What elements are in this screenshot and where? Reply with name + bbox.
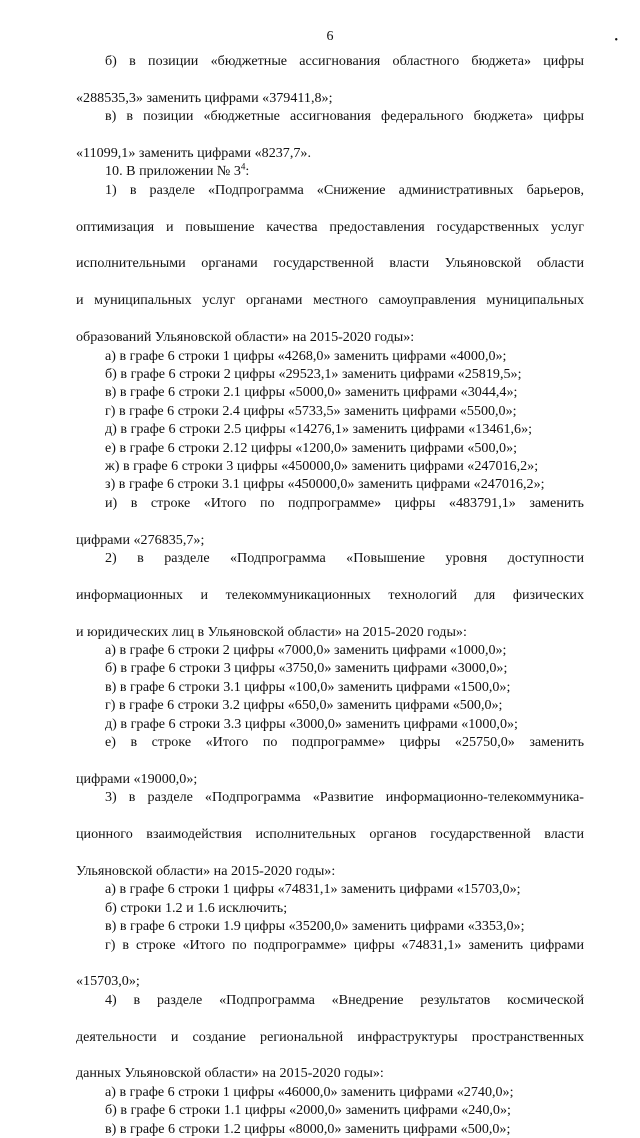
text-line-content: и) в строке «Итого по подпрограмме» цифры «483791,1» заменить	[105, 494, 584, 511]
text-line	[76, 144, 584, 162]
text-line-content: в) в графе 6 строки 1.2 цифры «8000,0» заменить цифрами «500,0»;	[105, 1120, 511, 1137]
text-line	[76, 733, 584, 770]
text-line	[76, 89, 584, 107]
text-line-content: в) в графе 6 строки 2.1 цифры «5000,0» заменить цифрами «3044,4»;	[105, 384, 518, 401]
text-line-content: а) в графе 6 строки 1 цифры «46000,0» заменить цифрами «2740,0»;	[105, 1083, 514, 1100]
text-line-content: а) в графе 6 строки 1 цифры «74831,1» заменить цифрами «15703,0»;	[105, 881, 521, 898]
text-line-content: е) в графе 6 строки 2.12 цифры «1200,0» заменить цифрами «500,0»;	[105, 439, 518, 456]
text-line-content: г) в графе 6 строки 2.4 цифры «5733,5» заменить цифрами «5500,0»;	[105, 402, 517, 419]
text-line-content: цифрами «276835,7»;	[76, 531, 205, 548]
text-line-content: в) в графе 6 строки 3.1 цифры «100,0» заменить цифрами «1500,0»;	[105, 678, 511, 695]
text-line-content: и юридических лиц в Ульяновской области» на 2015-2020 годы»:	[76, 623, 467, 640]
text-line-content: 3) в разделе «Подпрограмма «Развитие информационно-телекоммуника-	[105, 789, 584, 806]
text-line	[76, 788, 584, 825]
text-line	[76, 383, 584, 401]
scan-mark: •	[614, 35, 618, 46]
text-line-content: д) в графе 6 строки 3.3 цифры «3000,0» заменить цифрами «1000,0»;	[105, 715, 518, 732]
text-line-content: информационных и телекоммуникационных технологий для физических	[76, 586, 584, 603]
text-line	[76, 1028, 584, 1065]
document-body	[76, 52, 584, 1138]
text-line	[76, 862, 584, 880]
text-line-content: Ульяновской области» на 2015-2020 годы»:	[76, 862, 336, 879]
text-line	[76, 880, 584, 898]
text-line-content: г) в графе 6 строки 3.2 цифры «650,0» заменить цифрами «500,0»;	[105, 697, 503, 714]
text-line-content: в) в позиции «бюджетные ассигнования федерального бюджета» цифры	[105, 108, 584, 125]
text-line	[76, 586, 584, 623]
text-line	[76, 347, 584, 365]
text-line	[76, 715, 584, 733]
text-line	[76, 678, 584, 696]
superscript: 4	[240, 161, 246, 172]
text-line	[76, 402, 584, 420]
text-line-content: 2) в разделе «Подпрограмма «Повышение уровня доступности	[105, 549, 584, 566]
text-line-content: 4) в разделе «Подпрограмма «Внедрение результатов космической	[105, 991, 584, 1008]
text-line	[76, 917, 584, 935]
text-line-content: ж) в графе 6 строки 3 цифры «450000,0» заменить цифрами «247016,2»;	[105, 457, 539, 474]
text-line	[76, 218, 584, 255]
text-line	[76, 972, 584, 990]
text-line-content: б) в графе 6 строки 3 цифры «3750,0» заменить цифрами «3000,0»;	[105, 660, 508, 677]
text-line	[76, 475, 584, 493]
text-line-content: 10. В приложении № 3	[105, 163, 241, 180]
text-line	[76, 531, 584, 549]
text-line-content: в) в графе 6 строки 1.9 цифры «35200,0» заменить цифрами «3353,0»;	[105, 918, 525, 935]
text-line-content: б) в позиции «бюджетные ассигнования областного бюджета» цифры	[105, 53, 584, 69]
text-line-content: цифрами «19000,0»;	[76, 770, 198, 787]
text-line-content: «288535,3» заменить цифрами «379411,8»;	[76, 89, 333, 106]
text-line-content: данных Ульяновской области» на 2015-2020 годы»:	[76, 1065, 384, 1082]
text-line-content: д) в графе 6 строки 2.5 цифры «14276,1» заменить цифрами «13461,6»;	[105, 421, 533, 438]
text-line	[76, 991, 584, 1028]
text-line-content: з) в графе 6 строки 3.1 цифры «450000,0» заменить цифрами «247016,2»;	[105, 476, 545, 493]
text-line	[76, 623, 584, 641]
text-line	[76, 107, 584, 144]
text-line	[76, 1101, 584, 1119]
text-line	[76, 439, 584, 457]
text-line	[76, 1120, 584, 1138]
text-line	[76, 936, 584, 973]
text-line	[76, 328, 584, 346]
text-line	[76, 696, 584, 714]
page-number: 6	[326, 29, 334, 44]
text-line-content: «15703,0»;	[76, 973, 140, 990]
text-line-content: б) в графе 6 строки 1.1 цифры «2000,0» заменить цифрами «240,0»;	[105, 1102, 511, 1119]
text-line	[76, 420, 584, 438]
text-line	[76, 659, 584, 677]
text-line	[76, 549, 584, 586]
text-line	[76, 770, 584, 788]
text-line-content: а) в графе 6 строки 1 цифры «4268,0» заменить цифрами «4000,0»;	[105, 347, 507, 364]
text-line	[76, 254, 584, 291]
text-line-content: и муниципальных услуг органами местного самоуправления муниципальных	[76, 292, 584, 309]
text-line-content: б) в графе 6 строки 2 цифры «29523,1» заменить цифрами «25819,5»;	[105, 365, 522, 382]
text-line	[76, 899, 584, 917]
text-line	[76, 457, 584, 475]
text-line-content: оптимизация и повышение качества предоставления государственных услуг	[76, 218, 584, 235]
text-line-content: образований Ульяновской области» на 2015-2020 годы»:	[76, 329, 415, 346]
text-line-content: б) строки 1.2 и 1.6 исключить;	[105, 899, 288, 916]
text-line-content: 1) в разделе «Подпрограмма «Снижение административных барьеров,	[105, 181, 584, 198]
text-line-content: а) в графе 6 строки 2 цифры «7000,0» заменить цифрами «1000,0»;	[105, 642, 507, 658]
text-line	[76, 825, 584, 862]
text-line-content: г) в строке «Итого по подпрограмме» цифры «74831,1» заменить цифрами	[105, 936, 584, 953]
text-line	[76, 181, 584, 218]
text-line-content: «11099,1» заменить цифрами «8237,7».	[76, 145, 311, 162]
text-line	[76, 52, 584, 89]
text-line-tail: :	[245, 163, 250, 180]
text-line-content: исполнительными органами государственной власти Ульяновской области	[76, 255, 584, 272]
text-line-content: ционного взаимодействия исполнительных органов государственной власти	[76, 826, 584, 843]
text-line	[76, 641, 584, 659]
text-line-content: е) в строке «Итого по подпрограмме» цифры «25750,0» заменить	[105, 734, 584, 751]
text-line	[76, 494, 584, 531]
text-line	[76, 1064, 584, 1082]
text-line-content: деятельности и создание региональной инфраструктуры пространственных	[76, 1028, 584, 1045]
text-line	[76, 162, 584, 180]
text-line	[76, 365, 584, 383]
text-line	[76, 291, 584, 328]
text-line	[76, 1083, 584, 1101]
